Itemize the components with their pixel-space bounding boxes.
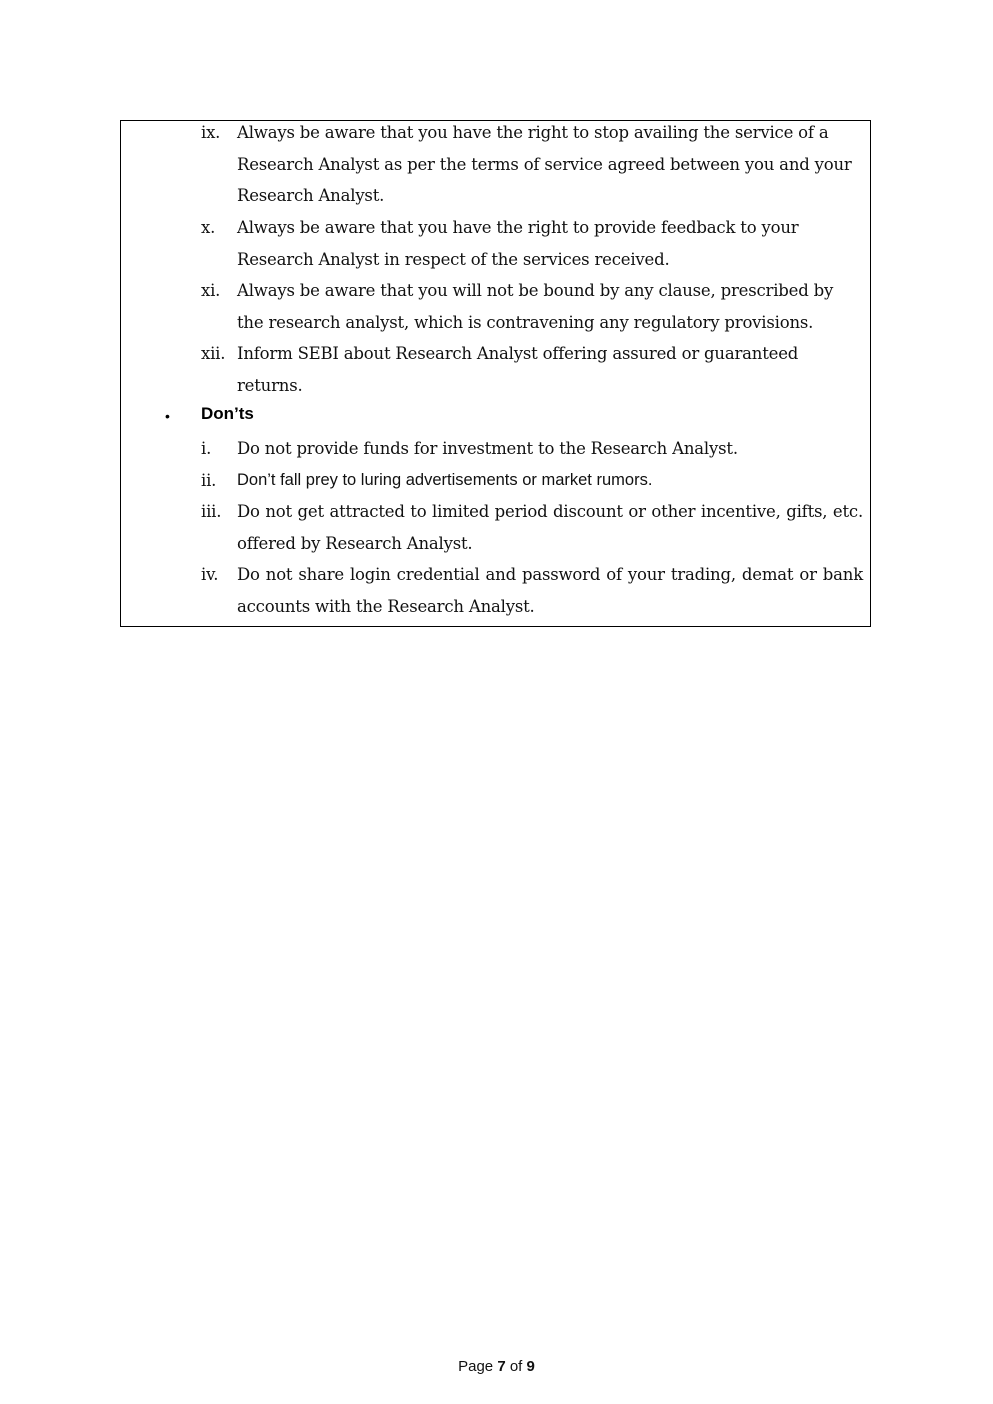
list-text: Always be aware that you will not be bound by any clause, prescribed by the research analyst, which is contravening any regulatory provisions. <box>237 281 834 332</box>
page-label: Page <box>458 1358 494 1375</box>
list-item-iv <box>201 559 863 622</box>
list-item-xii <box>201 338 863 401</box>
list-item-xi <box>201 275 863 338</box>
guidelines-box <box>120 120 871 627</box>
list-text: Do not share login credential and password of your trading, demat or bank accounts with the Research Analyst. <box>237 565 863 616</box>
list-number: ix. <box>201 123 221 142</box>
list-text: Inform SEBI about Research Analyst offering assured or guaranteed returns. <box>237 344 799 395</box>
total-pages: 9 <box>526 1358 535 1375</box>
list-text: Always be aware that you have the right to stop availing the service of a Research Analyst as per the terms of service agreed between you and your Research Analyst. <box>237 123 852 206</box>
bullet-icon: • <box>165 408 170 424</box>
list-text: Always be aware that you have the right to provide feedback to your Research Analyst in respect of the services received. <box>237 218 799 269</box>
list-text: Do not provide funds for investment to the Research Analyst. <box>237 439 738 458</box>
list-number: iv. <box>201 565 219 584</box>
page-footer <box>0 1358 993 1375</box>
list-number: ii. <box>201 471 217 490</box>
list-number: xi. <box>201 281 221 300</box>
list-text: Don’t fall prey to luring advertisements or market rumors. <box>237 471 653 489</box>
list-item-i <box>201 433 863 465</box>
list-number: iii. <box>201 502 222 521</box>
list-number: i. <box>201 439 212 458</box>
list-item-ii <box>201 465 863 497</box>
donts-heading: Don’ts <box>201 404 254 423</box>
list-item-iii <box>201 496 863 559</box>
list-number: xii. <box>201 344 226 363</box>
list-number: x. <box>201 218 216 237</box>
of-label: of <box>509 1358 523 1375</box>
page-number: 7 <box>497 1358 506 1375</box>
list-item-ix <box>201 117 863 212</box>
list-text: Do not get attracted to limited period discount or other incentive, gifts, etc. offered by Research Analyst. <box>237 502 863 553</box>
list-item-x <box>201 212 863 275</box>
